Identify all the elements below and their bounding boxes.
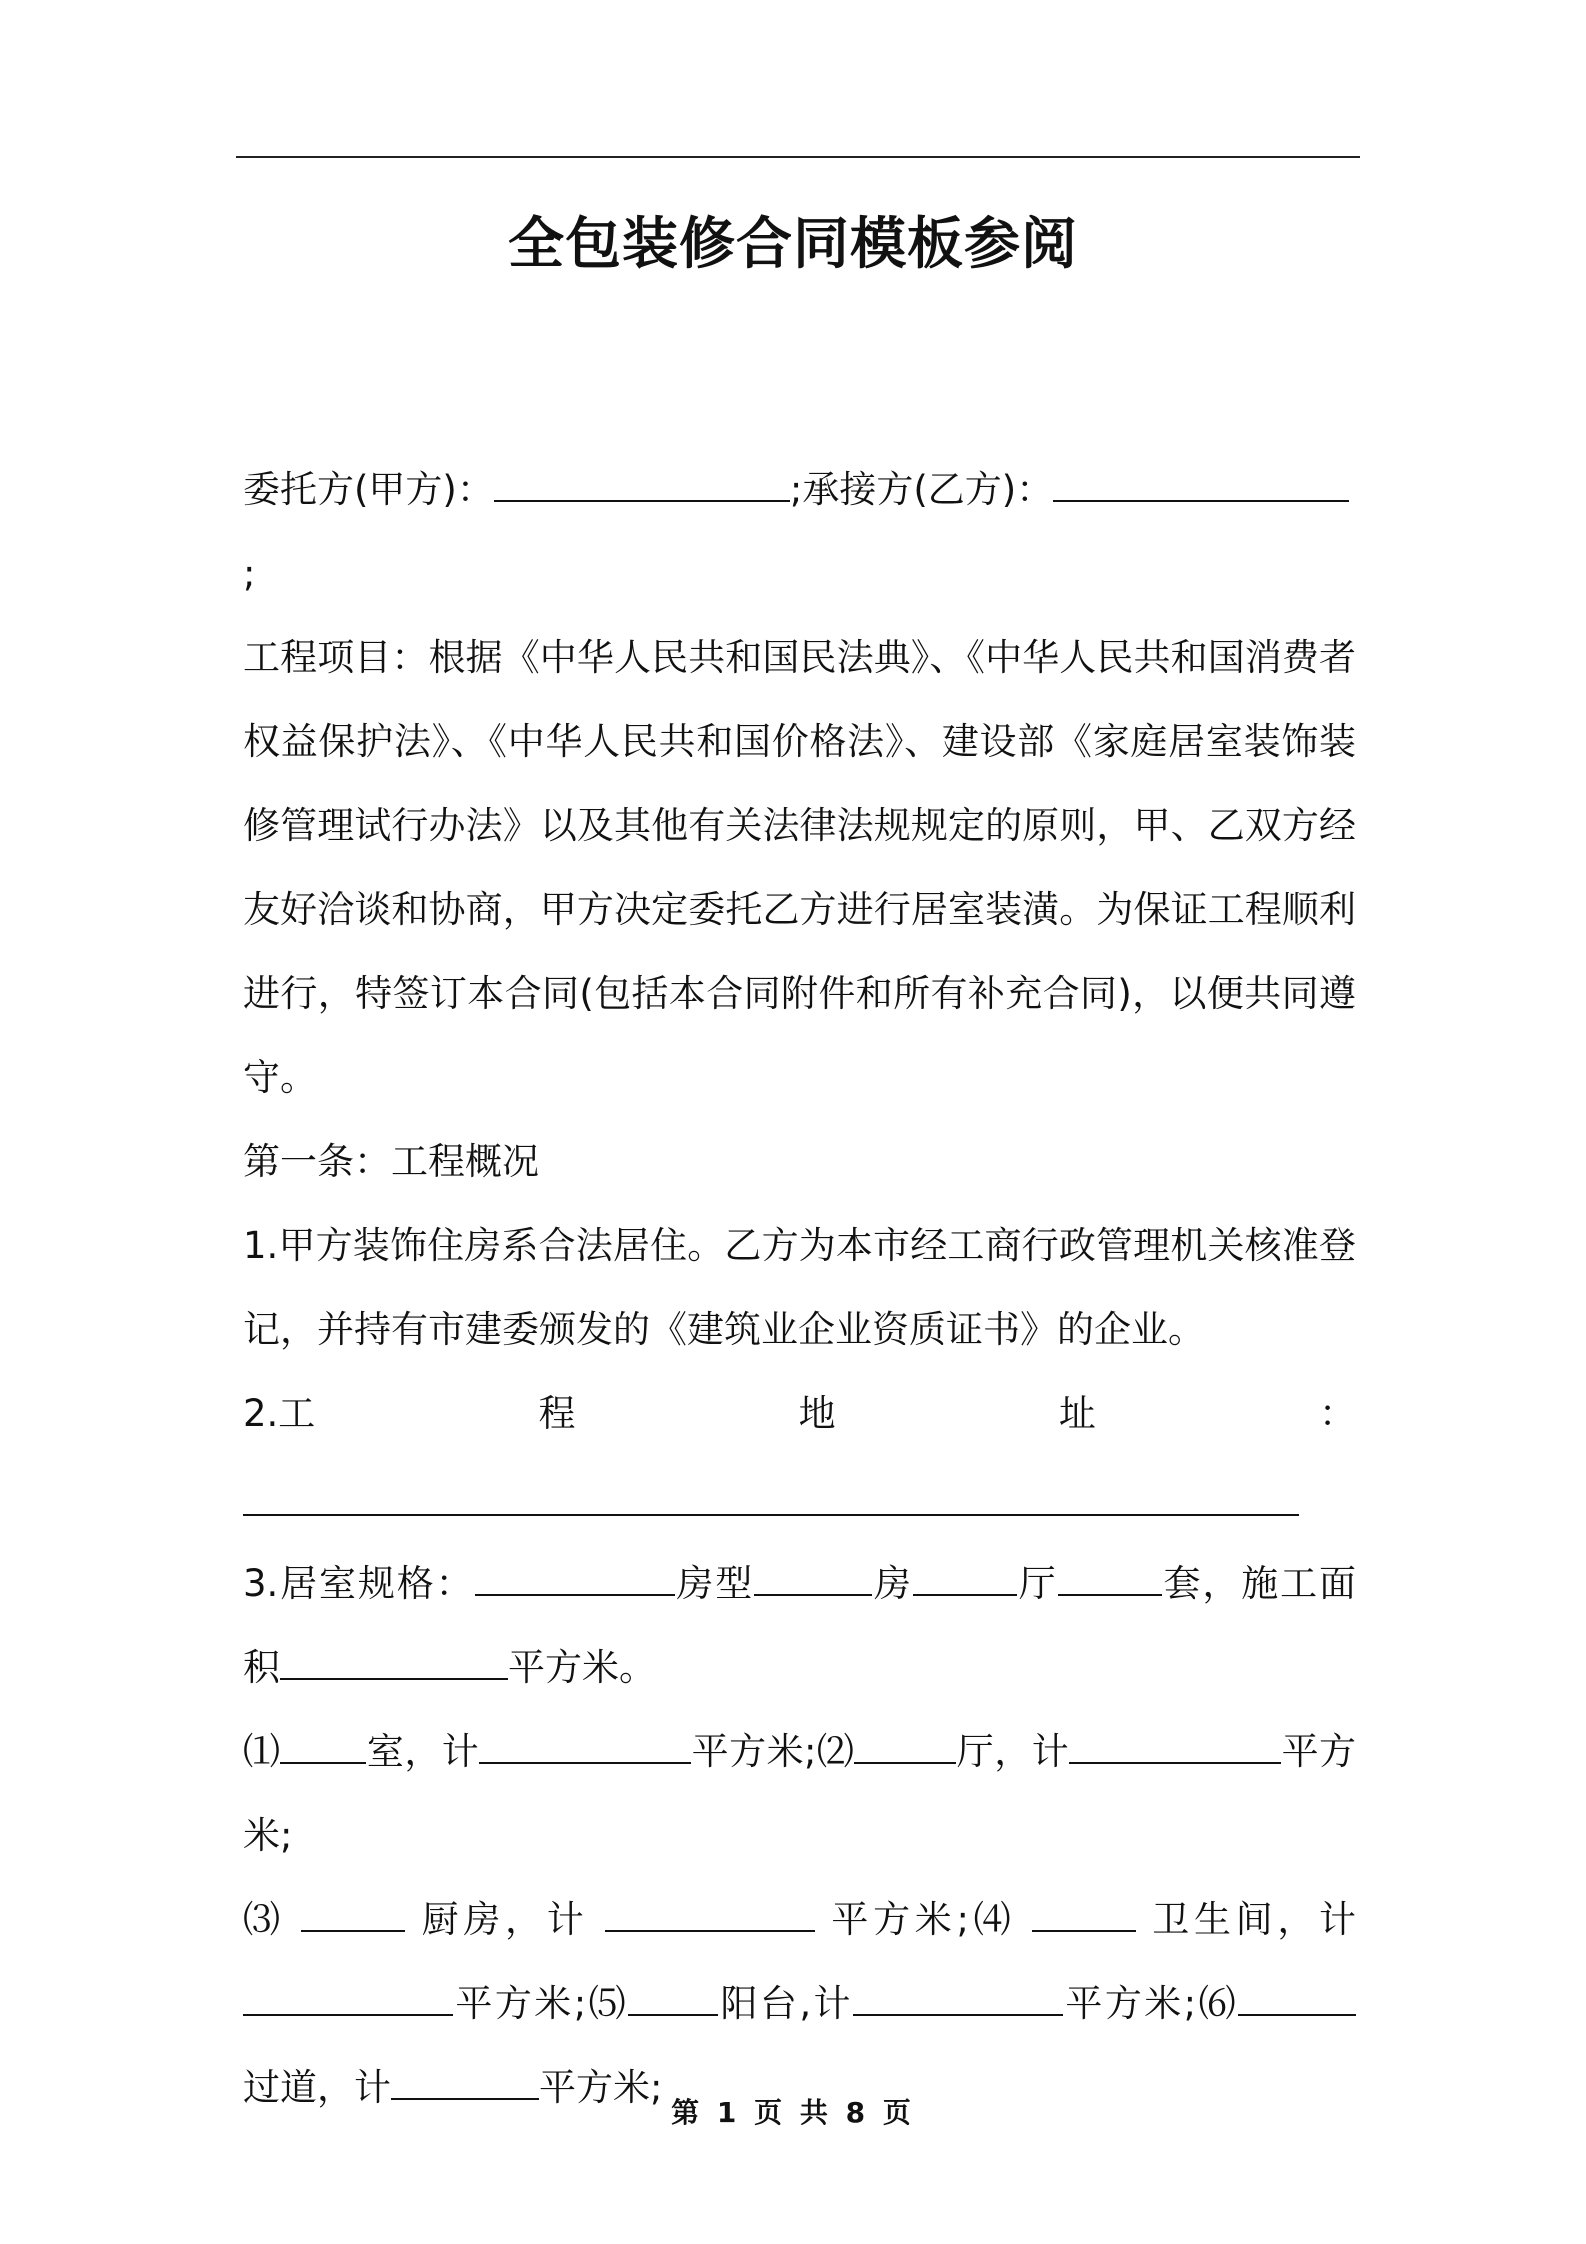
house-type-blank (475, 1559, 675, 1596)
hall-sqm-text: 平方 (1281, 1730, 1357, 1773)
hall-area-blank (1069, 1727, 1281, 1764)
corridor-text: 过道，计 (243, 2066, 391, 2109)
corridor-sqm-text: 平方米; (539, 2066, 663, 2109)
intro-line-1: 工程项目：根据《中华人民共和国民法典》、《中华人民共和国消费者 (243, 636, 1356, 679)
sub-3-number: ⑶ (243, 1898, 285, 1941)
party-b-blank (1053, 465, 1349, 502)
item-3-line-2 (243, 1626, 1356, 1710)
intro-line-3: 修管理试行办法》以及其他有关法律法规规定的原则，甲、乙双方经 (243, 804, 1356, 847)
header-rule (236, 156, 1360, 158)
hall-text: 厅，计 (956, 1730, 1070, 1773)
area-prefix: 积 (243, 1646, 280, 1689)
party-a-label: 委托方(甲方)： (243, 468, 494, 511)
document-title: 全包装修合同模板参阅 (508, 212, 1078, 277)
balcony-count-blank (628, 1979, 718, 2016)
kitchen-sqm-text: 平方米;⑷ (831, 1898, 1016, 1941)
house-type-text: 房型 (674, 1562, 755, 1605)
rooms-blank (754, 1559, 872, 1596)
bath-text: 卫生间，计 (1152, 1898, 1357, 1941)
sets-blank (1058, 1559, 1162, 1596)
intro-line-6: 守。 (243, 1056, 317, 1099)
sub-1-line (243, 1710, 1356, 1794)
halls-blank (913, 1559, 1017, 1596)
rooms-text: 房 (872, 1562, 913, 1605)
sub-1-number: ⑴ (243, 1730, 281, 1773)
balcony-sqm-text: 平方米;⑹ (1062, 1982, 1239, 2025)
intro-line-5: 进行，特签订本合同(包括本合同附件和所有补充合同)，以便共同遵 (243, 972, 1356, 1015)
item-2-address (243, 1372, 1356, 1456)
sub-4-line (243, 1962, 1356, 2046)
room-count-blank (280, 1727, 366, 1764)
hall-count-blank (854, 1727, 956, 1764)
kitchen-text: 厨房，计 (421, 1898, 589, 1941)
intro-line-4: 友好洽谈和协商，甲方决定委托乙方进行居室装潢。为保证工程顺利 (243, 888, 1356, 931)
item-2-char-2: 地 (798, 1392, 836, 1435)
item-2-char-1: 程 (538, 1392, 576, 1435)
parties-end: ; (243, 552, 256, 595)
parties-line (243, 448, 1356, 616)
item-3-label: 3.居室规格： (243, 1562, 475, 1605)
balcony-area-blank (853, 1979, 1063, 2016)
item-3-line-1 (243, 1542, 1356, 1626)
room-text: 室，计 (366, 1730, 480, 1773)
item-2-char-3: 址 (1058, 1392, 1096, 1435)
sets-area-text: 套，施工面 (1161, 1562, 1357, 1605)
party-a-blank (494, 465, 790, 502)
item-1-line-2: 记，并持有市建委颁发的《建筑业企业资质证书》的企业。 (243, 1308, 1205, 1351)
document-body (243, 448, 1356, 2130)
area-blank (280, 1643, 508, 1680)
party-b-label: ;承接方(乙方)： (789, 468, 1054, 511)
intro-line-2: 权益保护法》、《中华人民共和国价格法》、建设部《家庭居室装饰装 (243, 720, 1356, 763)
bath-area-blank (243, 1979, 453, 2016)
halls-text: 厅 (1016, 1562, 1058, 1605)
sub-1-tail: 米; (243, 1814, 293, 1857)
room-sqm-text: 平方米;⑵ (691, 1730, 855, 1773)
kitchen-area-blank (605, 1895, 815, 1932)
page-footer: 第 1 页 共 8 页 (671, 2096, 915, 2129)
article-1-heading: 第一条：工程概况 (243, 1140, 539, 1183)
address-blank (243, 1456, 1299, 1516)
corridor-count-blank (1238, 1979, 1356, 2016)
balcony-text: 阳台,计 (718, 1982, 853, 2025)
item-1-line-1: 1.甲方装饰住房系合法居住。乙方为本市经工商行政管理机关核准登 (243, 1224, 1356, 1267)
room-area-blank (479, 1727, 691, 1764)
item-2-label: 2.工 (243, 1392, 316, 1435)
item-2-colon: ： (1319, 1392, 1356, 1435)
sub-3-line (243, 1878, 1356, 1962)
kitchen-count-blank (301, 1895, 405, 1932)
area-unit: 平方米。 (508, 1646, 656, 1689)
bath-count-blank (1032, 1895, 1136, 1932)
bath-sqm-text: 平方米;⑸ (453, 1982, 629, 2025)
